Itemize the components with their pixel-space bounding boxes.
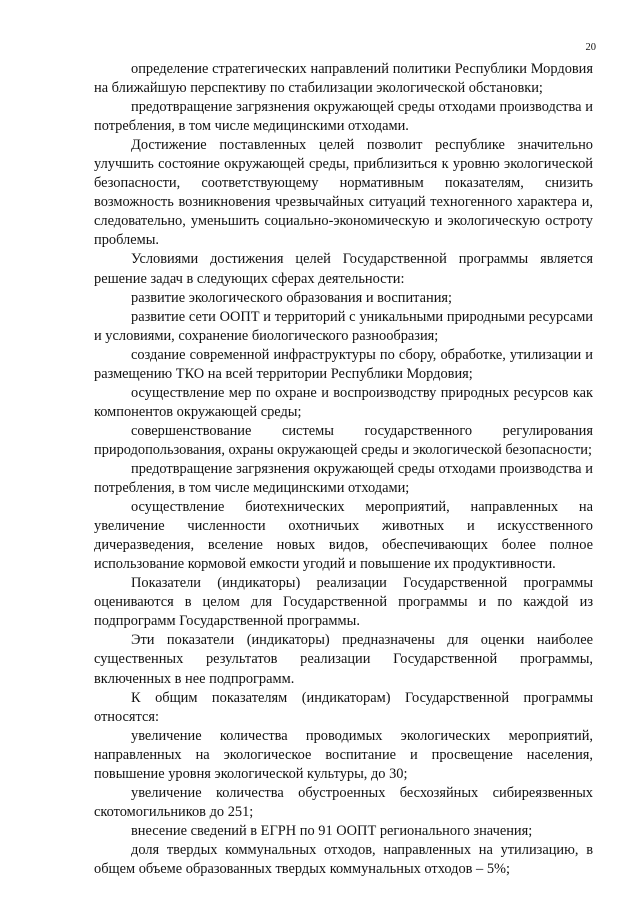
paragraph: увеличение количества проводимых экологических мероприятий, направленных на экологическое воспитание и просвещение населения, повышение уровня экологической культуры, до 30; — [94, 727, 593, 782]
document-body — [94, 60, 593, 879]
paragraph: осуществление мер по охране и воспроизводству природных ресурсов как компонентов окружающей среды; — [94, 384, 593, 420]
paragraph: увеличение количества обустроенных бесхозяйных сибиреязвенных скотомогильников до 251; — [94, 784, 593, 820]
paragraph: Условиями достижения целей Государственной программы является решение задач в следующих сферах деятельности: — [94, 251, 593, 287]
paragraph: предотвращение загрязнения окружающей среды отходами производства и потребления, в том числе медицинскими отходами. — [94, 99, 593, 135]
paragraph: развитие сети ООПТ и территорий с уникальными природными ресурсами и условиями, сохранение биологического разнообразия; — [94, 308, 593, 344]
paragraph: Достижение поставленных целей позволит республике значительно улучшить состояние окружающей среды, приблизиться к уровню экологической безопасности, соответствующему нормативным показателям, снизить возможность возникновения чрезвычайных ситуаций техногенного характера и, следовательно, уменьшить социально-экономическую и экологическую остроту проблемы. — [94, 137, 593, 249]
page-number: 20 — [585, 42, 596, 53]
paragraph: К общим показателям (индикаторам) Государственной программы относятся: — [94, 689, 593, 725]
paragraph: внесение сведений в ЕГРН по 91 ООПТ регионального значения; — [131, 822, 533, 839]
paragraph: развитие экологического образования и воспитания; — [131, 289, 453, 306]
paragraph: Эти показатели (индикаторы) предназначены для оценки наиболее существенных результатов реализации Государственной программы, включенных в нее подпрограмм. — [94, 632, 593, 687]
paragraph: Показатели (индикаторы) реализации Государственной программы оцениваются в целом для Государственной программы и по каждой из подпрограмм Государственной программы. — [94, 575, 593, 630]
paragraph: совершенствование системы государственного регулирования природопользования, охраны окружающей среды и экологической безопасности; — [94, 422, 593, 458]
paragraph: осуществление биотехнических мероприятий, направленных на увеличение численности охотничьих животных и искусственного дичеразведения, вселение новых видов, обеспечивающих более полное использование кормовой емкости угодий и повышение их продуктивности. — [94, 499, 593, 573]
paragraph: предотвращение загрязнения окружающей среды отходами производства и потребления, в том числе медицинскими отходами; — [94, 460, 593, 497]
paragraph: определение стратегических направлений политики Республики Мордовия на ближайшую перспективу по стабилизации экологической обстановки; — [94, 61, 593, 97]
paragraph: доля твердых коммунальных отходов, направленных на утилизацию, в общем объеме образованных твердых коммунальных отходов – 5%; — [94, 841, 593, 877]
paragraph: создание современной инфраструктуры по сбору, обработке, утилизации и размещению ТКО на всей территории Республики Мордовия; — [94, 346, 593, 382]
